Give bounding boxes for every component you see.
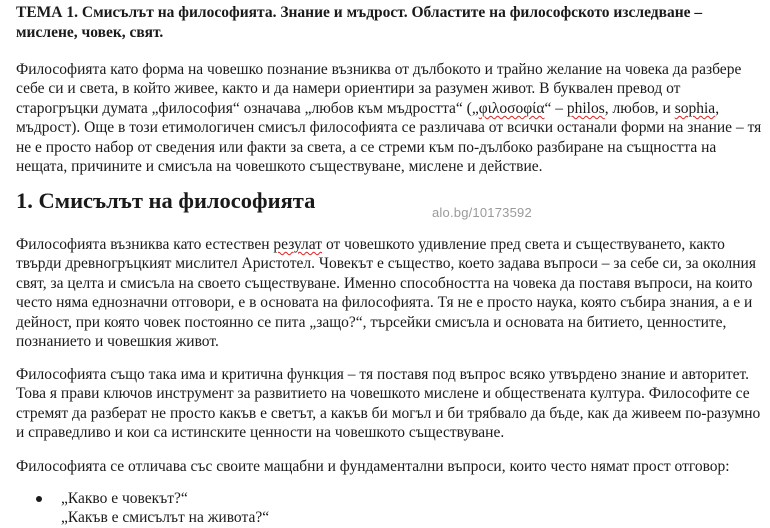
paragraph-intro bbox=[16, 60, 766, 176]
origin-text-start: Философията възниква като естествен bbox=[16, 236, 274, 253]
list-item: „Какво е човекът?“ bbox=[36, 489, 269, 508]
questions-list bbox=[36, 489, 269, 528]
watermark-text: alo.bg/10173592 bbox=[432, 205, 532, 220]
greek-word: φιλοσοφία bbox=[478, 99, 545, 117]
misspelled-word: резулат bbox=[273, 236, 323, 253]
list-item: „Какъв е смисълът на живота?“ bbox=[61, 509, 270, 527]
document-title: ТЕМА 1. Смисълът на философията. Знание и мъдрост. Областите на философското изследване – мислене, човек, свят. bbox=[16, 4, 703, 41]
intro-text-mid1: “ – bbox=[544, 99, 567, 117]
word-philos: philos bbox=[566, 99, 605, 117]
paragraph-origin bbox=[16, 235, 766, 351]
paragraph-critical-function: Философията също така има и критична функция – тя поставя под въпрос всяко утвърдено знание и авторитет. Това я прави ключов инструмент за развитието на човешкото мислене и обществената култура. Философите се стремят да разберат не просто какъв е светът, а какъв би могъл и би трябвало да бъде, как да живеем по-разумно и справедливо и кои са истинските ценности на човешкото съществуване. bbox=[16, 366, 761, 442]
origin-text-end: от човешкото удивление пред света и съществуването, както твърди древногръцкият мислител Аристотел. Човекът е същество, което задава въпроси – за себе си, за околния свят, за целта и смисъла на своето съществуване. Именно способността на човека да поставя въпроси, на които често няма еднозначни отговори, е в основата на философията. Тя не е просто наука, която събира знания, а е и дейност, при която човек постоянно се пита „защо?“, търсейки смисъла и основата на битието, ценностите, познанието и човешкия живот. bbox=[16, 236, 756, 351]
paragraph-questions-intro: Философията се отличава със своите мащабни и фундаментални въпроси, които често нямат прост отговор: bbox=[16, 458, 730, 475]
intro-text-mid2: , любов, и bbox=[604, 99, 675, 117]
intro-text-end: , мъдрост). Още в този етимологичен смисъл философията се различава от всички останали форми на знание – тя не е просто набор от сведения или факти за света, а се стреми към по-дълбоко разбиране на същността на нещата, причините и смисъла на човешкото съществуване, мислене и действие. bbox=[16, 99, 762, 176]
word-sophia: sophia bbox=[674, 99, 716, 117]
intro-text-start: Философията като форма на човешко познание възниква от дълбокото и трайно желание на човека да разбере себе си и света, в който живее, както и да намери ориентири за разумен живот. В буквален превод от старогръцки думата „философия“ означава „любов към мъдростта“ („ bbox=[16, 61, 742, 117]
section-heading: 1. Смисълът на философията bbox=[16, 188, 316, 213]
